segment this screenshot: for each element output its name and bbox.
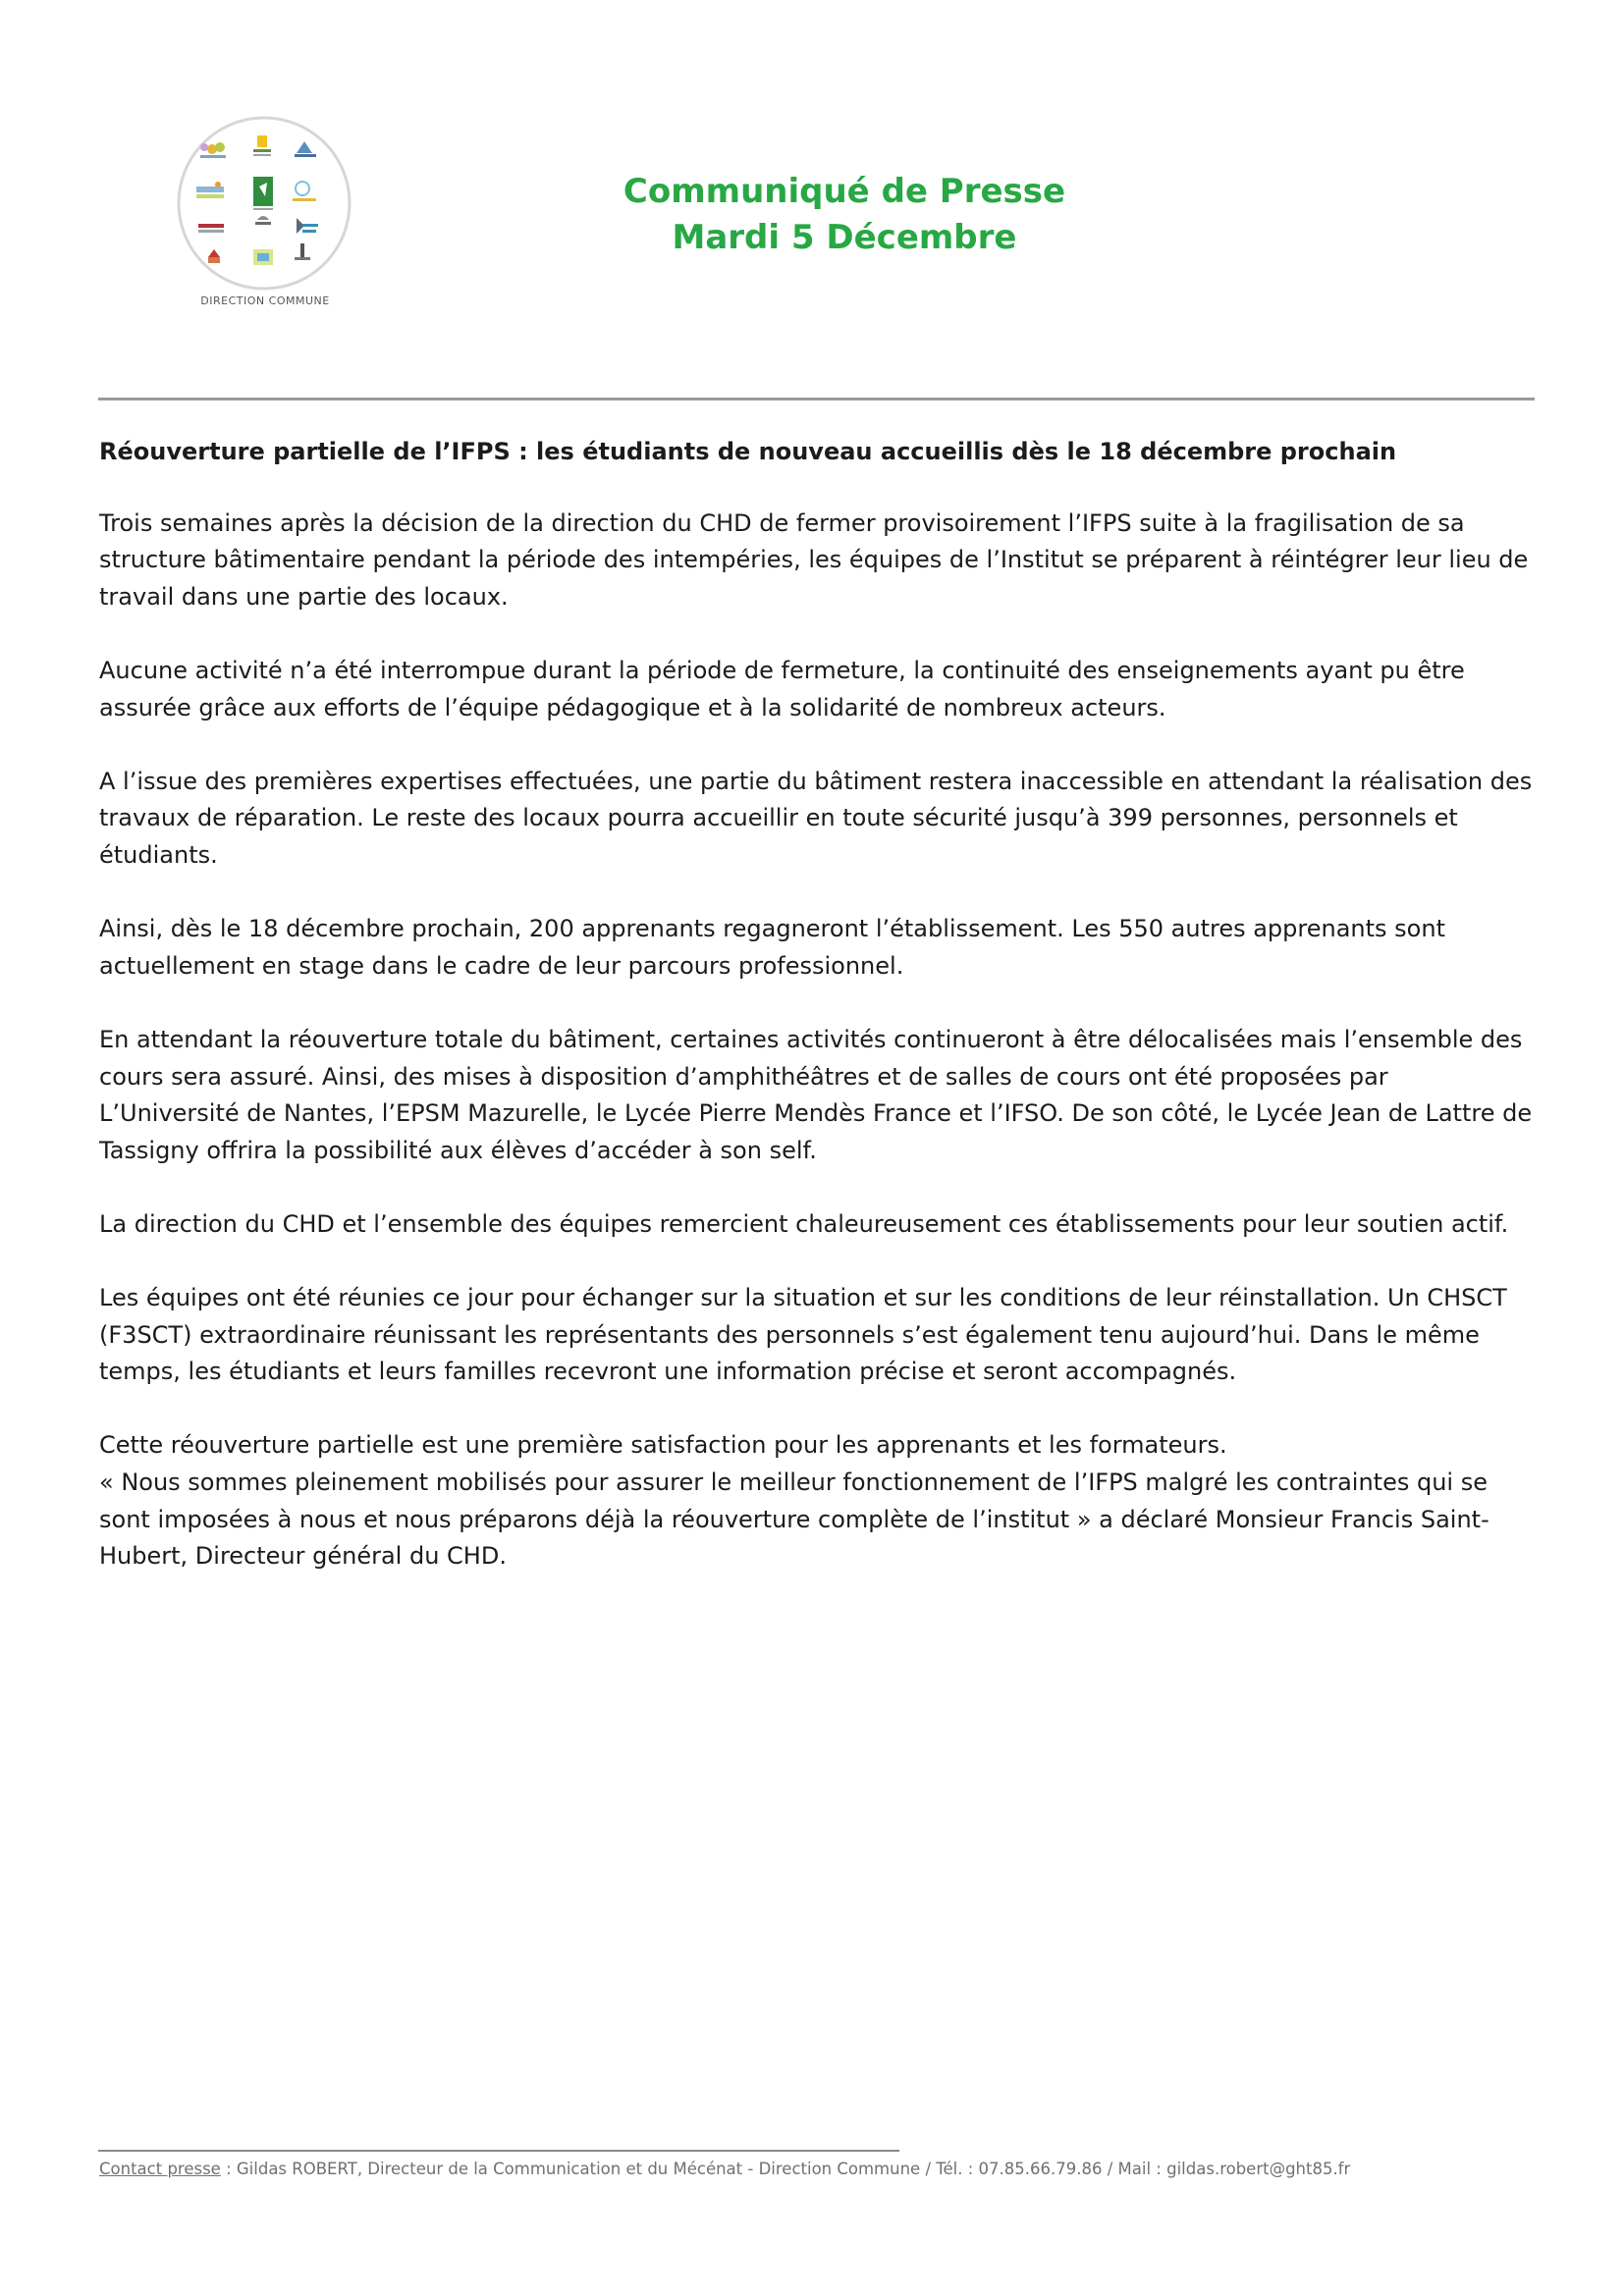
press-release-title — [550, 169, 1139, 261]
logo-caption: DIRECTION COMMUNE — [200, 294, 330, 307]
footer-divider — [98, 2150, 899, 2152]
header-divider — [98, 398, 1535, 400]
logo-tile — [198, 224, 224, 233]
logo-tile — [253, 249, 273, 265]
logo-tile — [200, 142, 226, 158]
logo-tile — [208, 249, 220, 263]
logo-tile — [295, 243, 310, 260]
logo-tile — [255, 216, 271, 225]
quote-paragraph: « Nous sommes pleinement mobilisés pour assurer le meilleur fonctionnement de l’IFPS malgré les contraintes qui se sont imposées à nous et nous préparons déjà la réouverture complète de l’institut » a déclaré Monsieur Francis Saint-Hubert, Directeur général du CHD. — [99, 1468, 1489, 1571]
article-body — [99, 434, 1533, 1612]
title-date: Mardi 5 Décembre — [672, 218, 1017, 257]
paragraph: A l’issue des premières expertises effectuées, une partie du bâtiment restera inaccessible en attendant la réalisation des travaux de réparation. Le reste des locaux pourra accueillir en toute sécurité jusqu’à 399 personnes, personnels et étudiants. — [99, 767, 1533, 869]
paragraph: Trois semaines après la décision de la direction du CHD de fermer provisoirement l’IFPS suite à la fragilisation de sa structure bâtimentaire pendant la période des intempéries, les équipes de l’Institut se préparent à réintégrer leur lieu de travail dans une partie des locaux. — [99, 508, 1529, 611]
paragraph: Ainsi, dès le 18 décembre prochain, 200 apprenants regagneront l’établissement. Les 550 autres apprenants sont actuellement en stage dans le cadre de leur parcours professionnel. — [99, 915, 1445, 980]
logo-tile — [253, 177, 273, 210]
logo-tile — [295, 141, 316, 157]
logo-tile — [196, 182, 224, 198]
article-headline: Réouverture partielle de l’IFPS : les étudiants de nouveau accueillis dès le 18 décembre prochain — [99, 438, 1397, 465]
paragraph: Aucune activité n’a été interrompue durant la période de fermeture, la continuité des enseignements ayant pu être assurée grâce aux efforts de l’équipe pédagogique et à la solidarité de nombreux acteurs. — [99, 656, 1465, 721]
title-line-1: Communiqué de Presse — [623, 172, 1066, 211]
paragraph: Cette réouverture partielle est une première satisfaction pour les apprenants et les formateurs. — [99, 1431, 1227, 1460]
contact-label: Contact presse — [99, 2160, 221, 2178]
logo-tile — [293, 182, 316, 201]
direction-commune-logo — [175, 114, 353, 293]
contact-details: : Gildas ROBERT, Directeur de la Communication et du Mécénat - Direction Commune / Tél. : 07.85.66.79.86 / Mail : gildas.robert@ght85.fr — [220, 2160, 1351, 2178]
press-contact — [99, 2160, 1533, 2178]
paragraph: La direction du CHD et l’ensemble des équipes remercient chaleureusement ces établissements pour leur soutien actif. — [99, 1209, 1509, 1238]
paragraph: Les équipes ont été réunies ce jour pour échanger sur la situation et sur les conditions de leur réinstallation. Un CHSCT (F3SCT) extraordinaire réunissant les représentants des personnels s’est également tenu aujourd’hui. Dans le même temps, les étudiants et leurs familles recevront une information précise et seront accompagnés. — [99, 1284, 1507, 1386]
logo-tile — [253, 135, 271, 156]
paragraph: En attendant la réouverture totale du bâtiment, certaines activités continueront à être délocalisées mais l’ensemble des cours sera assuré. Ainsi, des mises à disposition d’amphithéâtres et de salles de cours ont été proposées par L’Université de Nantes, l’EPSM Mazurelle, le Lycée Pierre Mendès France et l’IFSO. De son côté, le Lycée Jean de Lattre de Tassigny offrira la possibilité aux élèves d’accéder à son self. — [99, 1025, 1533, 1164]
logo-tile — [297, 218, 318, 234]
